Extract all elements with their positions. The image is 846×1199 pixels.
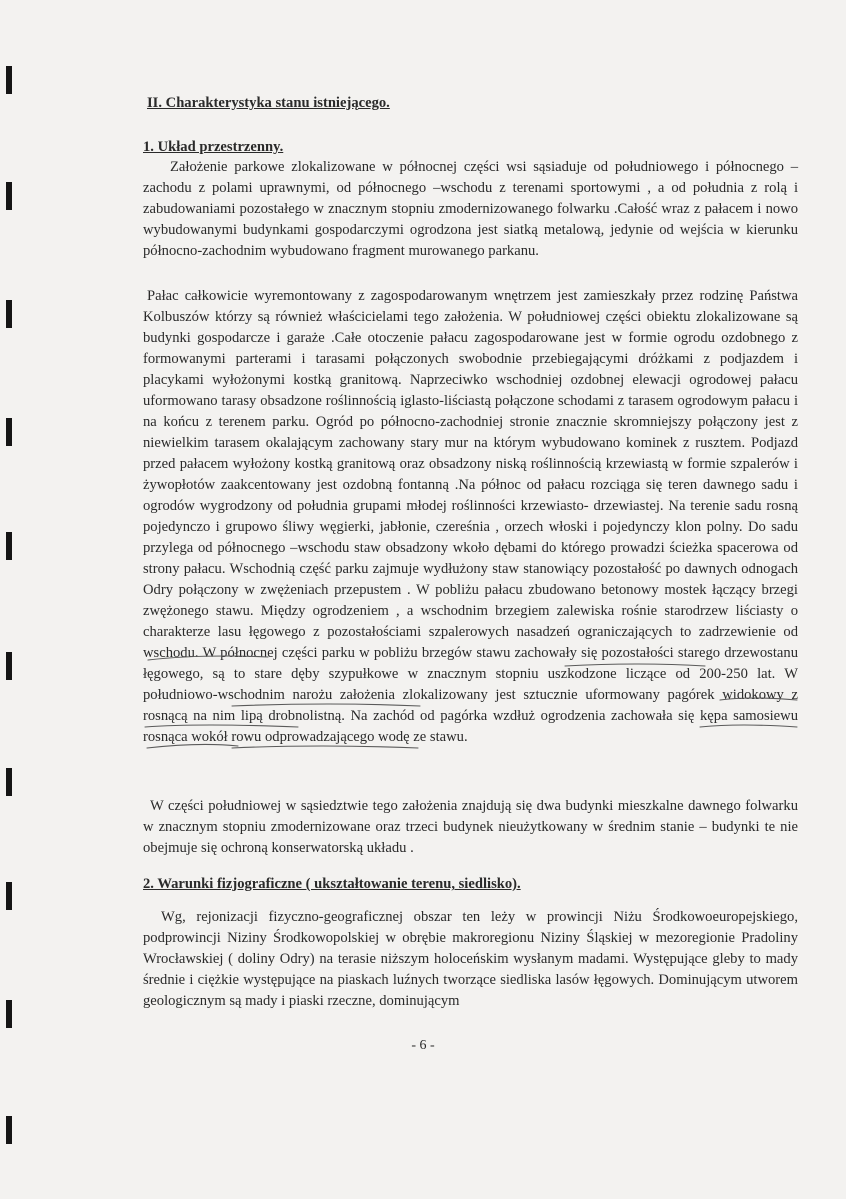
binder-mark	[6, 1116, 12, 1144]
subheading-spatial-layout: 1. Układ przestrzenny.	[143, 139, 284, 155]
binder-mark	[6, 768, 12, 796]
paragraph-4: Wg, rejonizacji fizyczno-geograficznej obszar ten leży w prowincji Niżu Środkowoeuropejskiego, podprowincji Niziny Środkowopolskiej w obrębie makroregionu Niziny Śląskiej w mezoregionie Pradoliny Wrocławskiej ( doliny Odry) na terasie niższym holoceńskim wysłanym madami. Występujące gleby to mady średnie i ciężkie występujące na piaskach luźnych tworzące siedliska lasów łęgowych. Dominującym utworem geologicznym są mady i piaski rzeczne, dominującym	[143, 909, 798, 1009]
binder-mark	[6, 1000, 12, 1028]
binder-mark	[6, 532, 12, 560]
subheading-physiographic-conditions: 2. Warunki fizjograficzne ( ukształtowanie terenu, siedlisko).	[143, 876, 521, 892]
binder-mark	[6, 66, 12, 94]
paragraph-2: Pałac całkowicie wyremontowany z zagospodarowanym wnętrzem jest zamieszkały przez rodzinę Państwa Kolbuszów którzy są również właścicielami tego założenia. W południowej części obiektu zlokalizowane są budynki gospodarcze i garaże .Całe otoczenie pałacu zagospodarowane jest w formie ogrodu ozdobnego z formowanymi parterami i tarasami połączonych swobodnie przebiegającymi dróżkami z podjazdem i placykami wyłożonymi kostką granitową. Naprzeciwko wschodniej ozdobnej elewacji ogrodowej pałacu uformowano tarasy obsadzone roślinnością iglasto-liściastą połączone schodami z tarasem ogrodowym pałacu i na końcu z terenem parku. Ogród po północno-zachodniej stronie znacznie skromniejszy połączony jest z niewielkim tarasem okalającym zachowany stary mur na którym wybudowano kominek z rusztem. Podjazd przed pałacem wyłożony kostką granitową oraz obsadzony niską roślinnością krzewiastą w formie szpalerów i żywopłotów zaakcentowany jest ozdobną fontanną .Na północ od pałacu rozciąga się teren dawnego sadu i ogrodów wygrodzony od południa grupami młodej roślinności krzewiasto- drzewiastej. Na terenie sadu rosną pojedynczo i grupowo śliwy węgierki, jabłonie, czereśnia , orzech włoski i pojedynczy klon polny. Do sadu przylega od północnego –wschodu staw obsadzony wkoło dębami do którego prowadzi ścieżka spacerowa od strony pałacu. Wschodnią część parku zajmuje wydłużony staw stanowiący pozostałość po dawnych odnogach Odry połączony w zwężeniach przepustem . W pobliżu pałacu zbudowano betonowy mostek łączący brzegi zwężonego stawu. Między ogrodzeniem , a wschodnim brzegiem zalewiska rośnie starodrzew liściasty o charakterze lasu łęgowego z pozostałościami szpalerowych nasadzeń ograniczających to zadrzewienie od wschodu. W północnej części parku w pobliżu brzegów stawu zachowały się pozostałości starego drzewostanu łęgowego, są to stare dęby szypułkowe w znacznym stopniu uszkodzone liczące od 200-250 lat. W południowo-wschodnim narożu założenia zlokalizowany jest sztucznie uformowany pagórek widokowy z rosnącą na nim lipą drobnolistną. Na zachód od pagórka wzdłuż ogrodzenia zachowała się kępa samosiewu rosnąca wokół rowu odprowadzającego wodę ze stawu.	[143, 288, 798, 745]
binder-mark	[6, 882, 12, 910]
binder-mark	[6, 300, 12, 328]
binder-mark	[6, 652, 12, 680]
page-number: - 6 -	[411, 1038, 435, 1053]
binder-mark	[6, 418, 12, 446]
section-heading: II. Charakterystyka stanu istniejącego.	[147, 95, 390, 111]
paragraph-1: Założenie parkowe zlokalizowane w północnej części wsi sąsiaduje od południowego i północnego –zachodu z polami uprawnymi, od północnego –wschodu z terenami sportowymi , a od południa z rolą i zabudowaniami pozostałego w znacznym stopniu zmodernizowanego folwarku .Całość wraz z pałacem i nowo wybudowanymi budynkami gospodarczymi ogrodzona jest siatką metalową, jedynie od wejścia w kierunku północno-zachodnim wybudowano fragment murowanego parkanu.	[143, 159, 798, 259]
paragraph-3: W części południowej w sąsiedztwie tego założenia znajdują się dwa budynki mieszkalne dawnego folwarku w znacznym stopniu zmodernizowane oraz trzeci budynek nieużytkowany w średnim stanie – budynki te nie obejmuje się ochroną konserwatorską układu .	[143, 798, 798, 856]
binder-mark	[6, 182, 12, 210]
